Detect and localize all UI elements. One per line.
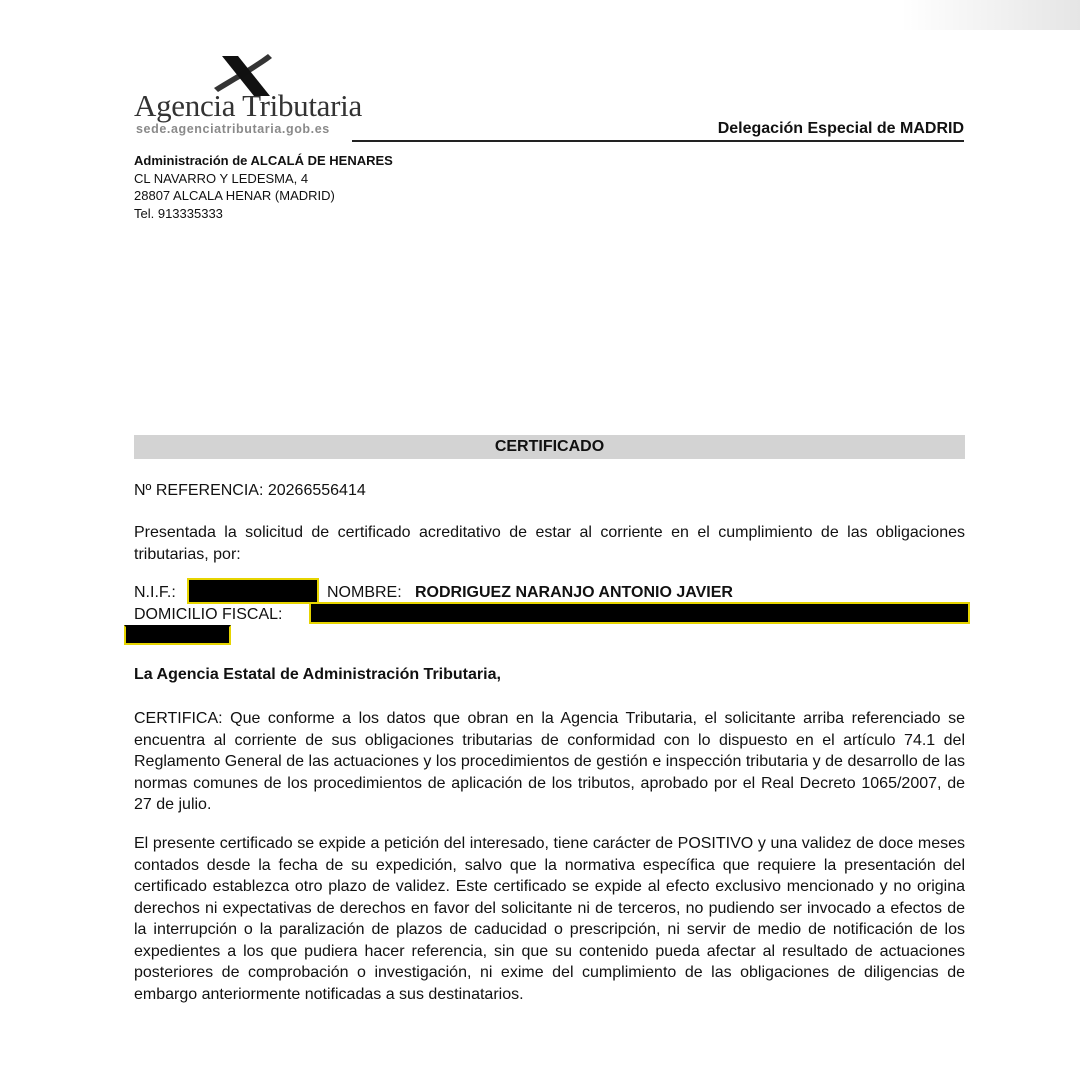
nif-redaction xyxy=(187,578,319,604)
intro-paragraph: Presentada la solicitud de certificado acreditativo de estar al corriente en el cumplimiento de las obligaciones tributarias, por: xyxy=(134,524,965,563)
administration-title: Administración de ALCALÁ DE HENARES xyxy=(134,153,393,168)
address-redaction-continued xyxy=(124,625,231,645)
administration-phone: Tel. 913335333 xyxy=(134,205,223,221)
applicant-name: RODRIGUEZ NARANJO ANTONIO JAVIER xyxy=(415,584,733,601)
agency-logo xyxy=(134,48,364,138)
header-divider xyxy=(352,140,964,142)
agency-logo-url: sede.agenciatributaria.gob.es xyxy=(136,122,330,136)
scan-shadow xyxy=(900,0,1080,30)
administration-city: 28807 ALCALA HENAR (MADRID) xyxy=(134,188,335,203)
nif-label: N.I.F.: xyxy=(134,584,176,601)
administration-address xyxy=(134,152,393,222)
delegation-title: Delegación Especial de MADRID xyxy=(717,120,964,137)
validity-paragraph: El presente certificado se expide a petición del interesado, tiene carácter de POSITIVO y una validez de doce meses contados desde la fecha de su expedición, salvo que la normativa específica que requiere la presentación del certificado establezca otro plazo de validez. Este certificado se expide al efecto exclusivo mencionado y no origina derechos ni expectativas de derechos en favor del solicitante ni de terceros, no pudiendo ser invocado a efectos de la interrupción o la paralización de plazos de caducidad o prescripción, ni servir de medio de notificación de los expedientes a los que pudiera hacer referencia, sin que su contenido pueda afectar al resultado de actuaciones posteriores de comprobación o investigación, ni exime del cumplimiento de las obligaciones de diligencias de embargo anteriormente notificadas a sus destinatarios. xyxy=(134,835,965,1003)
agency-statement: La Agencia Estatal de Administración Tributaria, xyxy=(134,666,501,683)
address-redaction xyxy=(309,602,970,624)
certificate-banner: CERTIFICADO xyxy=(134,435,965,459)
agency-logo-name: Agencia Tributaria xyxy=(134,88,362,123)
address-label: DOMICILIO FISCAL: xyxy=(134,606,283,623)
certifica-paragraph: CERTIFICA: Que conforme a los datos que obran en la Agencia Tributaria, el solicitante arriba referenciado se encuentra al corriente de sus obligaciones tributarias de conformidad con lo dispuesto en el artículo 74.1 del Reglamento General de las actuaciones y los procedimientos de gestión e inspección tributaria y de desarrollo de las normas comunes de los procedimientos de aplicación de los tributos, aprobado por el Real Decreto 1065/2007, de 27 de julio. xyxy=(134,710,965,813)
reference-number: Nº REFERENCIA: 20266556414 xyxy=(134,482,366,499)
administration-street: CL NAVARRO Y LEDESMA, 4 xyxy=(134,170,309,186)
name-label: NOMBRE: xyxy=(327,584,402,601)
